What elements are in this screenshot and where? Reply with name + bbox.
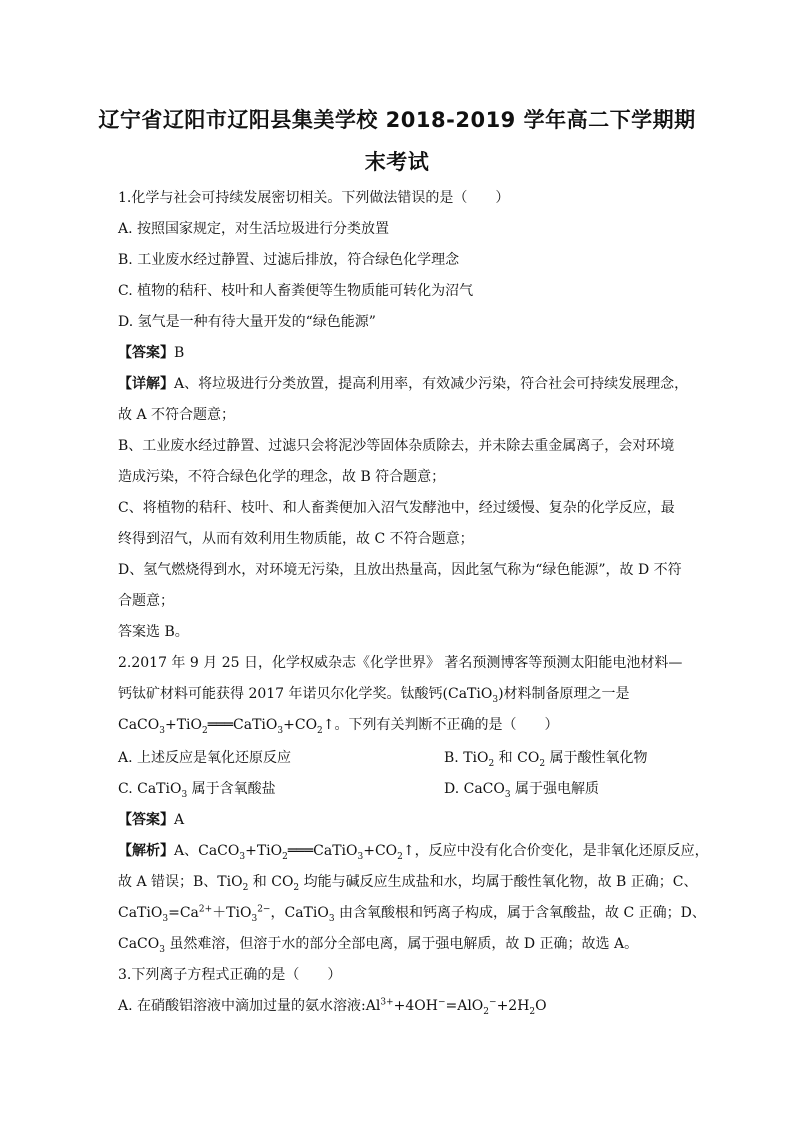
document-title-line1: 辽宁省辽阳市辽阳县集美学校 2018-2019 学年高二下学期期 (98, 108, 696, 132)
q2-explain-line-4 (118, 933, 638, 953)
ex-sub: 3 (159, 944, 165, 955)
opt-part: C. CaTiO (118, 781, 182, 797)
ex-part: 虽然难溶，但溶于水的部分全部电离，属于强电解质，故 D 正确；故选 A。 (164, 936, 639, 952)
opt-part: D. CaCO (444, 781, 505, 797)
q2-answer-value: A (174, 812, 185, 828)
ex-part: 故 A 错误；B、TiO (118, 874, 243, 890)
q2-answer (118, 809, 184, 829)
opt-part: =AlO (445, 998, 484, 1014)
eq-sub: 3 (159, 725, 165, 736)
ex-part: =Ca (168, 905, 199, 921)
opt-part: B. TiO (444, 750, 489, 766)
q2-option-b (444, 747, 648, 767)
q2-stem-text: 钙钛矿材料可能获得 2017 年诺贝尔化学奖。钛酸钙(CaTiO (118, 686, 493, 702)
ex-sub: 3 (328, 913, 335, 924)
q2-stem-line-2 (118, 683, 630, 703)
q1-explain-line-9: 答案选 B。 (118, 624, 189, 640)
eq-tail: ↑。下列有关判断不正确的是（ ） (322, 717, 559, 733)
ex-part: 由含氧酸根和钙离子构成，属于含氧酸盐，故 C 正确；D、 (334, 905, 706, 921)
ex-sub: 2 (242, 882, 249, 893)
q1-option-b: B. 工业废水经过静置、过滤后排放，符合绿色化学理念 (118, 252, 460, 268)
q1-option-c: C. 植物的秸秆、枝叶和人畜粪便等生物质能可转化为沼气 (118, 283, 474, 299)
ex-part: ，CaTiO (270, 905, 329, 921)
q3-stem: 3.下列离子方程式正确的是（ ） (118, 967, 342, 983)
ex-part: +CO (363, 843, 398, 859)
q2-stem-line-1: 2.2017 年 9 月 25 日，化学权威杂志《化学世界》 著名预测博客等预测太阳能电池材料— (118, 655, 683, 671)
ex-sub: 3 (162, 913, 169, 924)
opt-part: 属于含氧酸盐 (187, 781, 276, 797)
opt-part: 属于酸性氧化物 (545, 750, 648, 766)
ex-sub: 2 (293, 882, 300, 893)
eq-part: CaCO (118, 717, 160, 733)
opt-sub: 2 (539, 758, 546, 769)
q1-option-a: A. 按照国家规定，对生活垃圾进行分类放置 (118, 221, 390, 237)
q1-explain-line-5: C、将植物的秸秆、枝叶、和人畜粪便加入沼气发酵池中，经过缓慢、复杂的化学反应，最 (118, 500, 675, 516)
q1-option-d: D. 氢气是一种有待大量开发的“绿色能源” (118, 314, 376, 330)
q1-explain-line-8: 合题意； (118, 593, 174, 609)
eq-part: +CO (283, 717, 318, 733)
opt-part: +4OH (393, 998, 438, 1014)
q2-explain-line-1 (118, 840, 709, 860)
q2-stem-sub: 3 (492, 694, 499, 705)
ex-part: CaCO (118, 936, 160, 952)
q1-explain-line-1 (118, 373, 688, 393)
ex-part: ↑，反应中没有化合价变化，是非氧化还原反应， (402, 843, 709, 859)
q2-stem-end: )材料制备原理之一是 (498, 686, 630, 702)
opt-part: 和 CO (494, 750, 540, 766)
q1-explain-text-1: A、将垃圾进行分类放置，提高利用率，有效减少污染，符合社会可持续发展理念， (174, 376, 689, 392)
opt-sub: 3 (181, 789, 188, 800)
eq-part: ═══CaTiO (207, 717, 278, 733)
ex-sub: 3 (251, 913, 258, 924)
ex-sup: 2− (257, 904, 271, 915)
ex-sup: 2+ (198, 904, 213, 915)
q1-explain-line-2: 故 A 不符合题意； (118, 407, 236, 423)
q1-answer-value: B (174, 345, 185, 361)
q1-explain-line-4: 造成污染，不符合绿色化学的理念，故 B 符合题意； (118, 469, 446, 485)
q2-answer-label: 【答案】 (118, 812, 174, 828)
eq-sub: 2 (317, 725, 323, 736)
opt-part: O (535, 998, 547, 1014)
q1-explain-line-3: B、工业废水经过静置、过滤只会将泥沙等固体杂质除去，并未除去重金属离子，会对环境 (118, 438, 675, 454)
q3-option-a (118, 995, 547, 1015)
q1-explain-line-6: 终得到沼气，从而有效利用生物质能，故 C 不符合题意； (118, 531, 474, 547)
q1-explain-label: 【详解】 (118, 376, 174, 392)
q1-stem: 1.化学与社会可持续发展密切相关。下列做法错误的是（ ） (118, 190, 510, 206)
ex-sub: 2 (282, 851, 288, 862)
opt-sup: 3+ (380, 997, 394, 1008)
opt-sub: 2 (483, 1006, 490, 1017)
opt-sup: − (437, 997, 446, 1008)
ex-part: 和 CO (248, 874, 294, 890)
opt-sub: 2 (529, 1006, 536, 1017)
ex-sub: 3 (357, 851, 364, 862)
q2-explain-label: 【解析】 (118, 843, 174, 859)
eq-part: +TiO (164, 717, 203, 733)
eq-sub: 3 (277, 725, 284, 736)
document-title-line2: 末考试 (364, 150, 430, 174)
q2-explain-line-2 (118, 871, 698, 891)
opt-part: 属于强电解质 (510, 781, 600, 797)
q2-explain-line-3 (118, 902, 706, 922)
ex-part: A、CaCO (174, 843, 240, 859)
opt-part: +2H (496, 998, 530, 1014)
ex-part: 均能与碱反应生成盐和水，均属于酸性氧化物，故 B 正确；C、 (299, 874, 698, 890)
ex-part: CaTiO (118, 905, 163, 921)
ex-sub: 3 (239, 851, 246, 862)
opt-part: A. 在硝酸铝溶液中滴加过量的氨水溶液:Al (118, 998, 381, 1014)
q2-option-a: A. 上述反应是氧化还原反应 (118, 750, 292, 766)
q1-explain-line-7: D、氢气燃烧得到水，对环境无污染，且放出热量高，因此氢气称为“绿色能源”，故 D 不符 (118, 562, 682, 578)
opt-sub: 3 (504, 789, 511, 800)
ex-part: +TiO (245, 843, 283, 859)
q2-equation (118, 714, 559, 734)
q2-option-d (444, 778, 599, 798)
q1-answer (118, 342, 184, 362)
opt-sub: 2 (488, 758, 495, 769)
ex-part: ═══CaTiO (287, 843, 358, 859)
opt-sup: − (489, 997, 497, 1008)
q1-answer-label: 【答案】 (118, 345, 174, 361)
eq-sub: 2 (202, 725, 208, 736)
ex-part: ＋TiO (212, 905, 252, 921)
q2-option-c (118, 778, 276, 798)
ex-sub: 2 (397, 851, 403, 862)
